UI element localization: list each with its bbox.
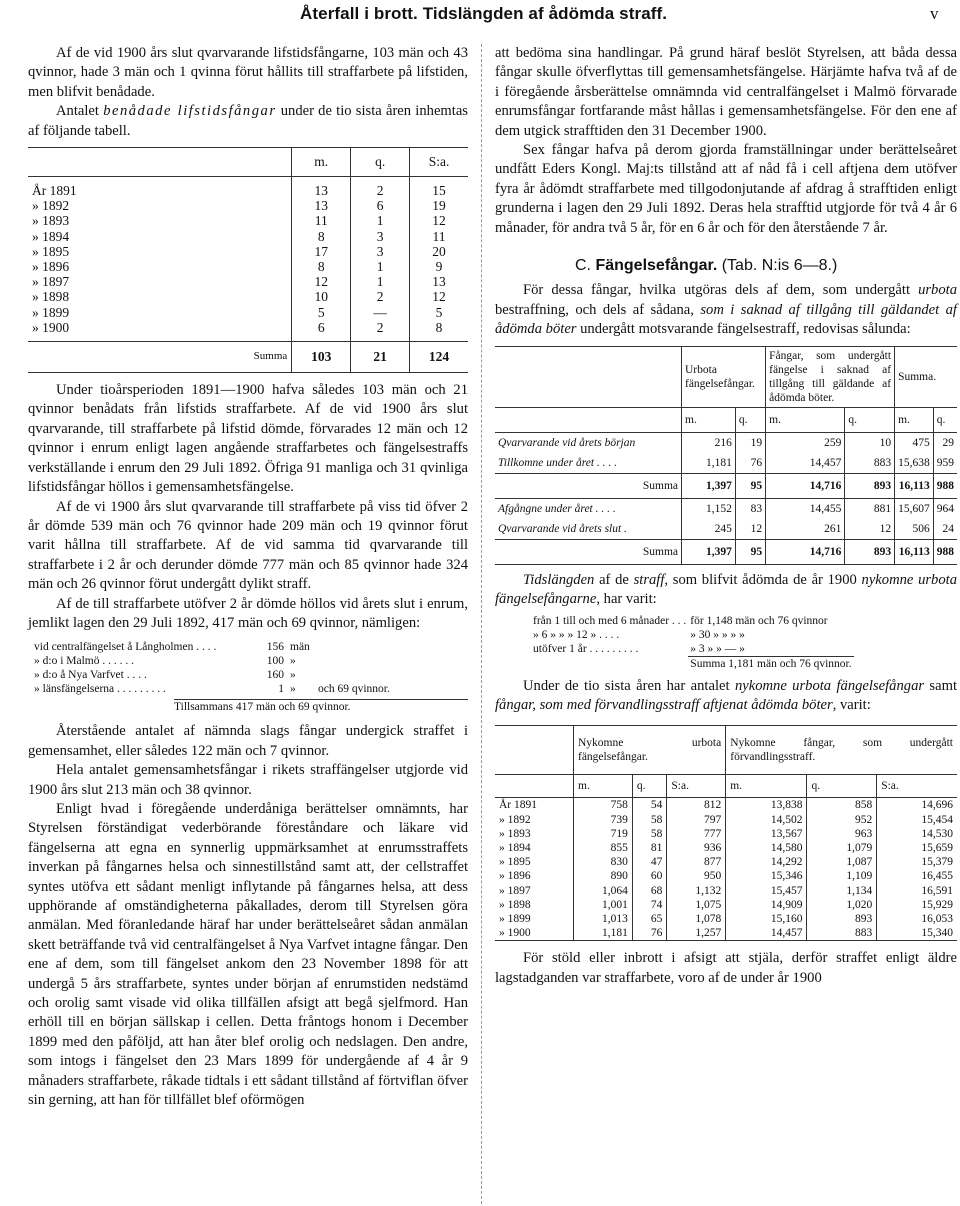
prison-list — [34, 641, 468, 714]
right-column — [495, 44, 957, 988]
section-heading: C. Fängelsefångar. (Tab. N:is 6—8.) — [575, 257, 838, 275]
paragraph: Af de vi 1900 års slut qvarvarande till straffarbete på viss tid öfver 2 år dömde 539 män och 76 qvinnor hade 209 män och 19 qvinnor förut varit hållna till straffarbete. Af de vid samma tid qvarvarande till straffarbete i 2 år och derunder dömde 777 män och 85 qvinnor hade 324 män och 26 qvinnor förut undergått dylikt straff. — [28, 498, 468, 593]
table-row: » 1892 739 58 797 14,502 952 15,454 — [495, 813, 957, 827]
list-item: » d:o i Malmö . . . . . . 100 » — [34, 655, 296, 668]
table-row: » 6 » » » 12 » . . . . » 30 » » » » — [533, 628, 745, 641]
table-row: » 1893 11 1 12 — [28, 213, 468, 228]
table-row: » 1896 8 1 9 — [28, 259, 468, 274]
decade-prisoners-table: Nykomne urbota fängelsefångar. Nykomne fångar, som undergått förvandlingsstraff. m. q. S:a. m. q. S:a. År 1891 758 54 812 13,838 858 14,696 » 1892 739 58 797 14,502 952 15,454 » 1893 719 58 777 13,567 963 14,530 » 1894 855 81 936 14,580 1,079 15,659 » 1895 830 47 877 14,292 1,087 15,379 » 1896 890 60 950 15,346 1,109 16,455 » 1897 1,064 68 1,132 15,457 1,134 16,591 » 1898 1,001 74 1,075 14,909 1,020 15,929 » 1899 1,013 65 1,078 15,160 893 16,053 » 1900 1,181 76 1,257 14,457 883 15,340 — [495, 725, 957, 941]
page-number: v — [930, 4, 939, 23]
paragraph: För dessa fångar, hvilka utgöras dels af dem, som undergått urbota bestraffning, och dels af sådana, som i saknad af tillgång till gäldandet af ådömda böter undergått motsvarande fängelsestraff, redovisas sålunda: — [495, 282, 957, 338]
table-sum-row: Summa 103 21 124 — [28, 342, 468, 373]
paragraph: För stöld eller inbrott i afsigt att stjäla, derför straffet enligt äldre lagstadganden var straffarbete, voro af de under år 1900 — [495, 950, 957, 986]
table-row: År 1891 13 2 15 — [28, 183, 468, 198]
table-row: » 1893 719 58 777 13,567 963 14,530 — [495, 827, 957, 841]
prison-inmates-table: Urbota fängelsefångar. Fångar, som undergått fängelse i saknad af tillgång till gäldande af ådömda böter. Summa. m. q. m. q. m. q. Qvarvarande vid årets början 216 19 259 10 475 29 Tillkomne under året . . . . 1,181 76 14,457 883 15,638 959 Summa 1,397 95 14,716 893 16,113 988 Afgångne under året . . . . 1,152 83 14,455 881 15,607 964 Qvarvarande vid årets slut . 245 12 261 12 506 24 Summa 1,397 95 14,716 893 16,113 988 — [495, 346, 957, 565]
paragraph: Under tioårsperioden 1891—1900 hafva således 103 män och 21 qvinnor benådats från lifstids straffarbete. Af de vid 1900 års slut qvarvarande, till straffarbete på lifstid dömde, förvarades 12 män och 12 qvinnor i enrum enligt lagen angående straffarbetes och fängelsestraffs verkställande i enrum den 29 Juli 1892. Öfriga 91 manliga och 31 qvinliga lifstidsfångar höllos i gemensamhetsfängelse. — [28, 382, 468, 496]
table-sum-row: Summa 1,181 män och 76 qvinnor. — [690, 657, 852, 670]
paragraph: Enligt hvad i föregående underdåniga berättelser omnämnts, har Styrelsen förständigat vederbörande föreståndare och läkare vid fängelserna att egna en synnerlig uppmärksamhet at enrumsstraffets inverkan på fångarnes helsa och sinnestillstånd samt att, der cellstraffet syntes utöfva ett sådant menligt inflytande på fångarnes helsa, att dess upphörande af omständigheterna påkallades, derom till Styrelsen göra anmälan. Med föranledande häraf har under berättelseåret sådan anmälan skett beträffande två vid centralfängelset å Nya Varfvet intagne fångar. Den ene af dem, som till fängelset ankom den 23 November 1898 för att undergå 5 års straffarbete, syntes under början af enrumstiden nedstämd och orolig samt visade vid olika tillfällen afsigt att begå sjelfmord. Han erhöll till en början sällskap i cellen. Detta fråntogs honom i December 1899 med den påföljd, att han åter blef orolig och nedslagen. Den andre, som intogs i fängelset den 23 Mars 1899 för undergående af 4 år 9 månaders straffarbete, råkade tidtals i ett sådant tillstånd af förtviflan öfver sin gerning, att han för tillfället blef oförmögen — [28, 800, 468, 1109]
paragraph: Antalet benådade lifstidsfångar under de tio sista åren inhemtas af följande tabell. — [28, 103, 468, 139]
list-item: » d:o å Nya Varfvet . . . . 160 » — [34, 668, 296, 681]
table-row: Afgångne under året . . . . 1,152 83 14,455 881 15,607 964 — [495, 498, 957, 519]
table-row: » 1900 1,181 76 1,257 14,457 883 15,340 — [495, 926, 957, 941]
paragraph: Af de vid 1900 års slut qvarvarande lifstidsfångarne, 103 män och 43 qvinnor, hade 3 män och 1 qvinna förut hållits till straffarbete på lifstiden, men blifvit benådade. — [28, 45, 468, 100]
sentence-length-table — [531, 614, 854, 671]
paragraph: Sex fångar hafva på derom gjorda framställningar under berättelseåret undfått Eders Kongl. Maj:ts tillstånd att af nåd få i cell aftjena dem utöfver fyra år ådömdt straffarbete med tillgodonjutande af afdrag å strafftiden enligt grunderna i lagen den 29 Juli 1892. Deras hela strafftid utgjorde för två 4 år 6 månader, för andra två 5 år, för en 6 år och för den återstående 7 år. — [495, 142, 957, 236]
list-item: vid centralfängelset å Långholmen . . . . 156 män — [34, 641, 310, 654]
paragraph: Hela antalet gemensamhetsfångar i rikets straffängelser utgjorde vid 1900 års slut 213 män och 38 qvinnor. — [28, 762, 468, 798]
table-row: utöfver 1 år . . . . . . . . . » 3 » » — » — [533, 642, 745, 655]
table-row: från 1 till och med 6 månader . . . för 1,148 män och 76 qvinnor — [533, 614, 828, 627]
table-row: » 1897 12 1 13 — [28, 274, 468, 289]
list-item: » länsfängelserna . . . . . . . . . 1 » och 69 qvinnor. — [34, 682, 390, 695]
pardoned-lifers-table: m. q. S:a. År 1891 13 2 15 » 1892 13 6 19 » 1893 11 1 12 » 1894 8 3 11 » 1895 17 3 20 » 1896 8 1 9 » 1897 12 1 13 » 1898 10 2 12 » 1899 5 — 5 » 1900 6 2 8 Summa 103 21 124 — [28, 147, 468, 373]
paragraph: Af de till straffarbete utöfver 2 år dömde höllos vid årets slut i enrum, jemlikt lagen den 29 Juli 1892, 417 män och 69 qvinnor, nämligen: — [28, 595, 468, 631]
table-row: » 1899 1,013 65 1,078 15,160 893 16,053 — [495, 912, 957, 926]
table-row: » 1896 890 60 950 15,346 1,109 16,455 — [495, 869, 957, 883]
table-row: » 1898 1,001 74 1,075 14,909 1,020 15,929 — [495, 898, 957, 912]
table-row: » 1898 10 2 12 — [28, 289, 468, 304]
table-row: » 1894 8 3 11 — [28, 229, 468, 244]
running-title: Återfall i brott. Tidslängden af ådömda straff. — [300, 4, 668, 23]
running-header — [0, 4, 960, 26]
table-row: » 1894 855 81 936 14,580 1,079 15,659 — [495, 841, 957, 855]
table-row: Tillkomne under året . . . . 1,181 76 14,457 883 15,638 959 — [495, 453, 957, 474]
list-total: Tillsammans 417 män och 69 qvinnor. — [174, 699, 468, 715]
table-sum-row: Summa 1,397 95 14,716 893 16,113 988 — [495, 473, 957, 498]
column-divider — [481, 44, 482, 1204]
table-row: Qvarvarande vid årets slut . 245 12 261 12 506 24 — [495, 519, 957, 540]
table-row: » 1895 830 47 877 14,292 1,087 15,379 — [495, 855, 957, 869]
table-row: År 1891 758 54 812 13,838 858 14,696 — [495, 798, 957, 813]
left-column — [28, 44, 468, 1110]
table-row: Qvarvarande vid årets början 216 19 259 10 475 29 — [495, 432, 957, 453]
table-row: » 1892 13 6 19 — [28, 198, 468, 213]
table-row: » 1897 1,064 68 1,132 15,457 1,134 16,591 — [495, 884, 957, 898]
paragraph: Under de tio sista åren har antalet nykomne urbota fängelsefångar samt fångar, som med förvandlingsstraff aftjenat ådömda böter, varit: — [495, 677, 957, 713]
table-sum-row: Summa 1,397 95 14,716 893 16,113 988 — [495, 539, 957, 564]
table-row: » 1900 6 2 8 — [28, 320, 468, 335]
table-row: » 1895 17 3 20 — [28, 244, 468, 259]
paragraph: att bedöma sina handlingar. På grund häraf beslöt Styrelsen, att båda dessa fångar skulle öfverflyttas till gemensamhetsfängelse. Härjämte hafva två af de i föregående årsberättelse omnämnda vid centralfängelset i Malmö förvarade enrumsfångar fortfarande måst hållas i gemensamhetsfängelse. För den ene af dem utgick strafftiden den 31 December 1900. — [495, 45, 957, 139]
paragraph: Återstående antalet af nämnda slags fångar undergick straffet i gemensamhet, eller således 122 män och 7 qvinnor. — [28, 723, 468, 759]
table-row: » 1899 5 — 5 — [28, 305, 468, 320]
paragraph: Tidslängden af de straff, som blifvit ådömda de år 1900 nykomne urbota fängelsefångarne, har varit: — [495, 571, 958, 608]
